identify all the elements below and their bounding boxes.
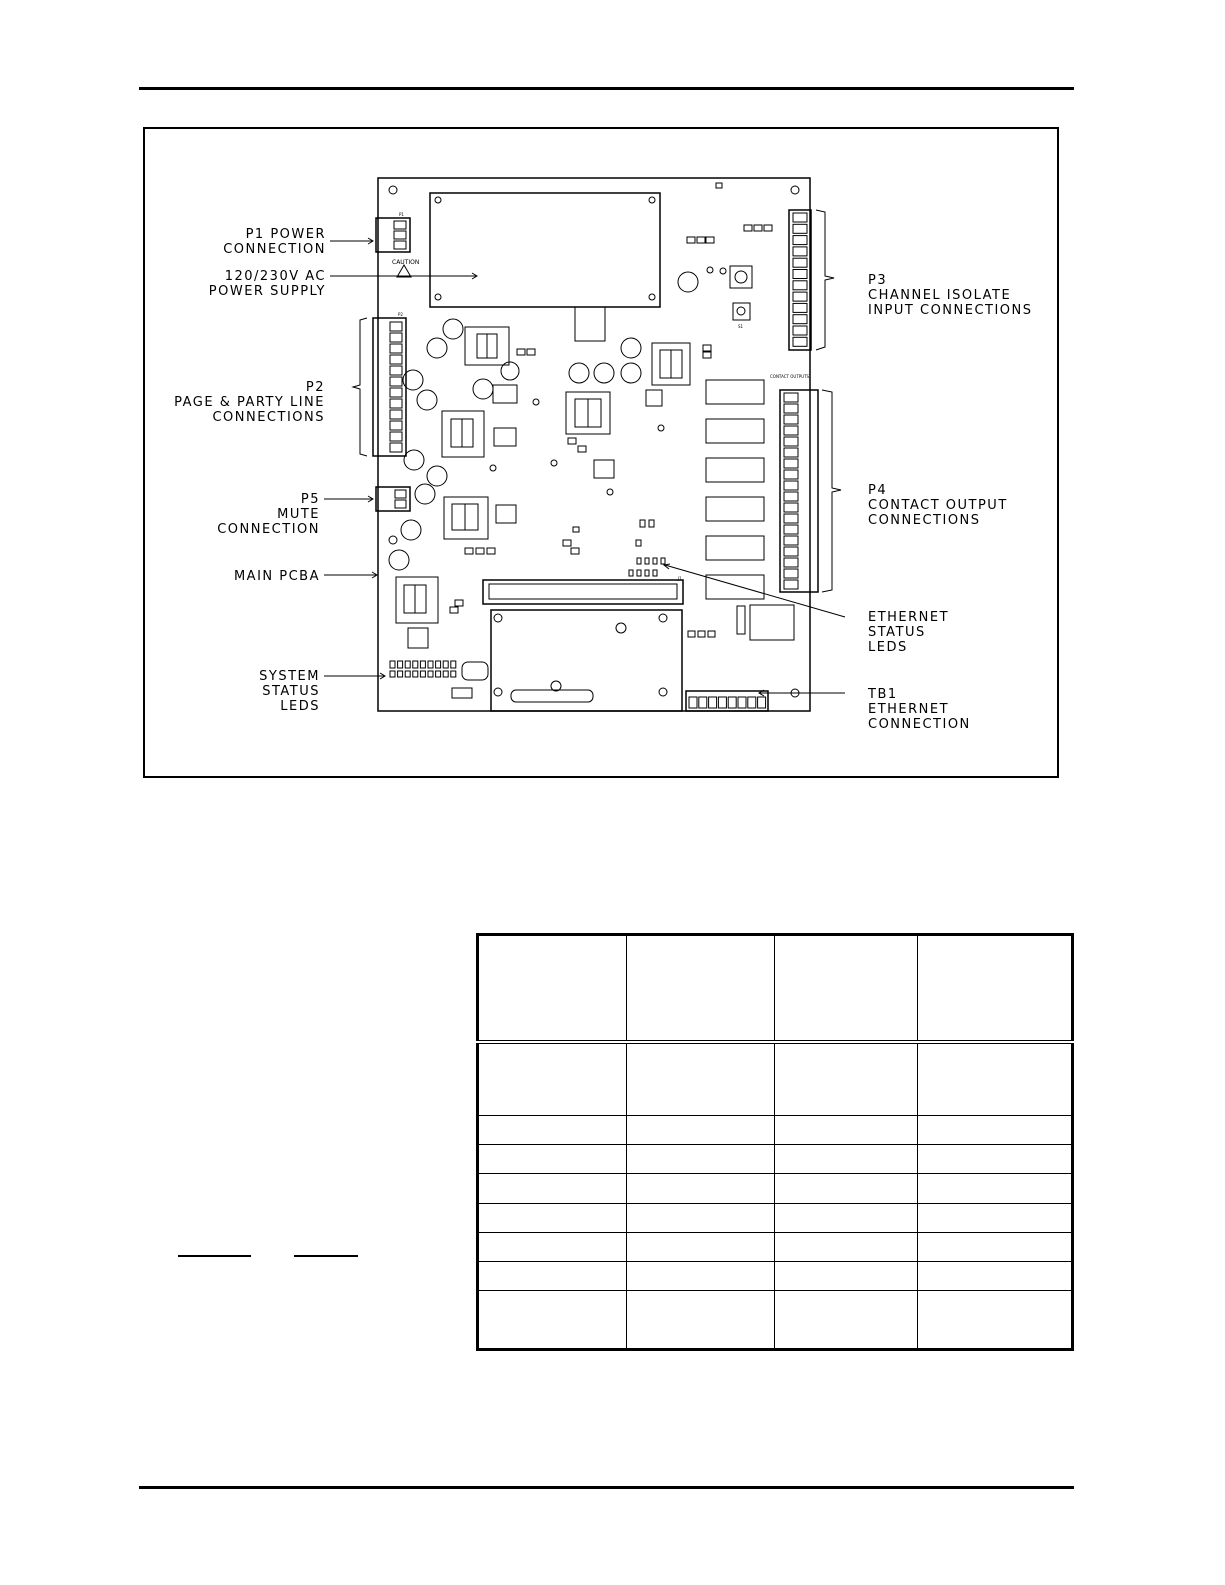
table-row: [478, 1174, 1073, 1203]
table-cell: [917, 1232, 1072, 1261]
tb1-connector: [686, 691, 768, 711]
bottom-rule: [139, 1486, 1074, 1489]
callout-p4-line: P4: [868, 483, 888, 498]
underline-2: [294, 1255, 358, 1257]
table-row: [478, 1262, 1073, 1291]
callout-leds-line: SYSTEM: [259, 669, 320, 684]
callout-tb1-line: CONNECTION: [868, 717, 971, 732]
table-cell: [775, 1144, 917, 1173]
table-cell: [627, 1291, 775, 1350]
data-table: [476, 933, 1074, 1351]
relay: [706, 458, 764, 482]
table-cell: [627, 1042, 775, 1115]
table-cell: [775, 1291, 917, 1350]
table-row: [478, 1203, 1073, 1232]
table-cell: [917, 1115, 1072, 1144]
callout-p5-line: MUTE: [277, 507, 320, 522]
table-row: [478, 1144, 1073, 1173]
callout-eth-line: LEDS: [868, 640, 908, 655]
power-supply-module: [430, 193, 660, 307]
j1-board-label: J1: [678, 576, 682, 581]
table-cell: [478, 1174, 627, 1203]
transformers: [396, 327, 690, 623]
right-callouts: [867, 273, 1033, 732]
callout-pcba-line: MAIN PCBA: [233, 569, 320, 584]
table-cell: [478, 1232, 627, 1261]
table-cell: [775, 1262, 917, 1291]
table-cell: [627, 1174, 775, 1203]
table-cell: [627, 1232, 775, 1261]
s1-board-label: S1: [738, 324, 744, 329]
table-cell: [917, 1042, 1072, 1115]
callout-ps-line: 120/230V AC: [224, 269, 326, 284]
p1-board-label: P1: [399, 212, 404, 217]
relay: [706, 380, 764, 404]
table-cell: [917, 1291, 1072, 1350]
ethernet-status-leds-parts: [629, 540, 665, 576]
relay: [706, 536, 764, 560]
callout-leds-line: LEDS: [280, 699, 320, 714]
callout-eth-line: STATUS: [868, 625, 926, 640]
table-row: [478, 1042, 1073, 1115]
table-cell: [478, 1042, 627, 1115]
table-cell: [917, 1144, 1072, 1173]
callout-p4-line: CONTACT OUTPUT: [868, 498, 1008, 513]
callout-p5-line: P5: [300, 492, 320, 507]
table-header-row: [478, 935, 1073, 1043]
table-header-cell: [478, 935, 627, 1043]
callout-tb1-line: ETHERNET: [868, 702, 950, 717]
left-callouts: [174, 227, 326, 714]
table-header-cell: [627, 935, 775, 1043]
table-cell: [917, 1174, 1072, 1203]
table-row: [478, 1115, 1073, 1144]
table-cell: [775, 1042, 917, 1115]
table-cell: [478, 1115, 627, 1144]
table-cell: [917, 1203, 1072, 1232]
table-cell: [478, 1291, 627, 1350]
table-cell: [627, 1115, 775, 1144]
system-status-leds-parts: [390, 661, 456, 677]
main-pcb: [373, 178, 818, 711]
table-cell: [478, 1262, 627, 1291]
table-header-cell: [917, 935, 1072, 1043]
relays: [706, 380, 764, 599]
relay: [706, 575, 764, 599]
callout-p2-line: CONNECTIONS: [212, 410, 325, 425]
callout-eth-line: ETHERNET: [868, 610, 950, 625]
p2-board-label: P2: [398, 312, 403, 317]
callout-p2-line: P2: [305, 380, 325, 395]
table-cell: [627, 1144, 775, 1173]
table-cell: [627, 1262, 775, 1291]
callout-ps-line: POWER SUPPLY: [208, 284, 326, 299]
p4-connector: [780, 390, 818, 592]
underline-1: [178, 1255, 251, 1257]
table-cell: [627, 1203, 775, 1232]
callout-p3-line: INPUT CONNECTIONS: [868, 303, 1033, 318]
relay: [706, 497, 764, 521]
callout-p1-line: CONNECTION: [223, 242, 326, 257]
table-cell: [917, 1262, 1072, 1291]
callout-p3-line: P3: [868, 273, 888, 288]
table-cell: [478, 1144, 627, 1173]
p1-connector: [376, 218, 410, 252]
capacitors: [389, 272, 698, 570]
callout-p3-line: CHANNEL ISOLATE: [868, 288, 1012, 303]
table-row: [478, 1232, 1073, 1261]
callout-p2-line: PAGE & PARTY LINE: [174, 395, 325, 410]
table-cell: [775, 1203, 917, 1232]
callout-p1-line: P1 POWER: [245, 227, 326, 242]
table-cell: [478, 1203, 627, 1232]
p4-header-board-label: CONTACT OUTPUTS: [770, 374, 810, 379]
relay: [706, 419, 764, 443]
callout-p4-line: CONNECTIONS: [868, 513, 981, 528]
callout-tb1-line: TB1: [868, 687, 898, 702]
p3-connector: [789, 210, 811, 350]
table-header-cell: [775, 935, 917, 1043]
table-cell: [775, 1174, 917, 1203]
callout-p5-line: CONNECTION: [217, 522, 320, 537]
caution-board-label: CAUTION: [392, 259, 420, 266]
daughter-card: [483, 580, 683, 711]
p5-connector: [376, 487, 410, 511]
table-cell: [775, 1115, 917, 1144]
table-cell: [775, 1232, 917, 1261]
callout-leds-line: STATUS: [262, 684, 320, 699]
table-row: [478, 1291, 1073, 1350]
